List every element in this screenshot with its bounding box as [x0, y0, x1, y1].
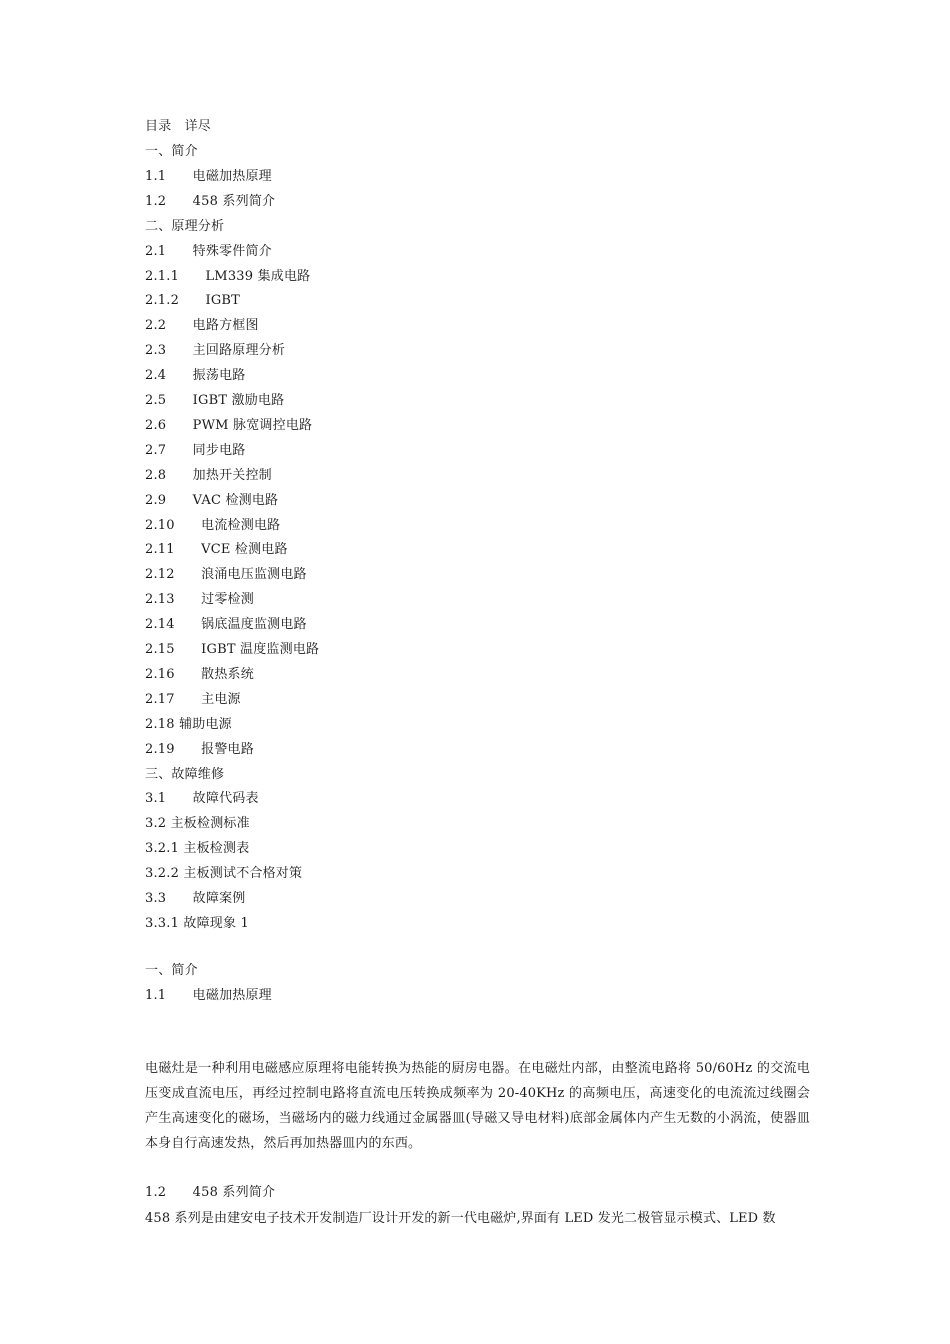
toc-entry: 2.2 电路方框图: [145, 318, 259, 334]
section-1-1-paragraph: 电磁灶是一种利用电磁感应原理将电能转换为热能的厨房电器。在电磁灶内部，由整流电路将 50/60Hz 的交流电压变成直流电压，再经过控制电路将直流电压转换成频率为 20-40KHz 的高频电压，高速变化的电流流过线圈会产生高速变化的磁场，当磁场内的磁力线通过金属器皿(导磁又导电材料)底部金属体内产生无数的小涡流，使器皿本身自行高速发热，然后再加热器皿内的东西。: [145, 1061, 810, 1151]
section-1-2-paragraph: 458 系列是由建安电子技术开发制造厂设计开发的新一代电磁炉,界面有 LED 发光二极管显示模式、LED 数: [145, 1211, 776, 1226]
toc-entry: 2.3 主回路原理分析: [145, 343, 286, 359]
toc-entry: 3.2.1 主板检测表: [145, 841, 250, 857]
toc-entry: 2.10 电流检测电路: [145, 517, 281, 533]
toc-entry: 2.19 报警电路: [145, 741, 254, 757]
toc-entry: 2.15 IGBT 温度监测电路: [145, 642, 320, 657]
toc-entry: 2.1.1 LM339 集成电路: [145, 268, 311, 284]
toc-entry: 2.1.2 IGBT: [145, 293, 241, 309]
toc-entry: 2.13 过零检测: [145, 592, 254, 608]
toc-entry: 1.1 电磁加热原理: [145, 168, 272, 184]
toc-entry: 2.8 加热开关控制: [145, 467, 272, 483]
toc-entry: 2.14 锅底温度监测电路: [145, 617, 307, 633]
toc-entry: 2.6 PWM 脉宽调控电路: [145, 417, 313, 433]
toc-entry: 1.2 458 系列简介: [145, 193, 276, 209]
toc-entry: 二、原理分析: [145, 218, 225, 234]
toc-entry: 2.5 IGBT 激励电路: [145, 393, 285, 408]
toc-entry: 3.1 故障代码表: [145, 791, 259, 807]
toc-entry: 2.1 特殊零件简介: [145, 243, 272, 259]
section-1-2-heading: 1.2 458 系列简介: [145, 1185, 276, 1200]
section-1-heading: 一、简介: [145, 963, 198, 978]
toc-entry: 2.9 VAC 检测电路: [145, 492, 279, 508]
toc-heading: 目录 详尽: [145, 119, 212, 134]
toc-entry: 三、故障维修: [145, 766, 225, 782]
section-1-1-heading: 1.1 电磁加热原理: [145, 988, 272, 1003]
toc-entry: 3.2 主板检测标准: [145, 816, 250, 832]
toc-entry: 2.16 散热系统: [145, 666, 254, 682]
toc-entry: 一、简介: [145, 144, 198, 159]
toc-entry: 2.11 VCE 检测电路: [145, 542, 288, 558]
toc-entry: 2.17 主电源: [145, 691, 241, 707]
toc-entry: 3.3.1 故障现象 1: [145, 915, 250, 931]
toc-entry: 2.18 辅助电源: [145, 716, 232, 732]
toc-entry: 2.4 振荡电路: [145, 368, 246, 384]
toc-entry: 2.7 同步电路: [145, 442, 246, 458]
toc-entry: 3.3 故障案例: [145, 891, 246, 906]
toc-entry: 3.2.2 主板测试不合格对策: [145, 866, 303, 882]
toc-entry: 2.12 浪涌电压监测电路: [145, 567, 307, 583]
